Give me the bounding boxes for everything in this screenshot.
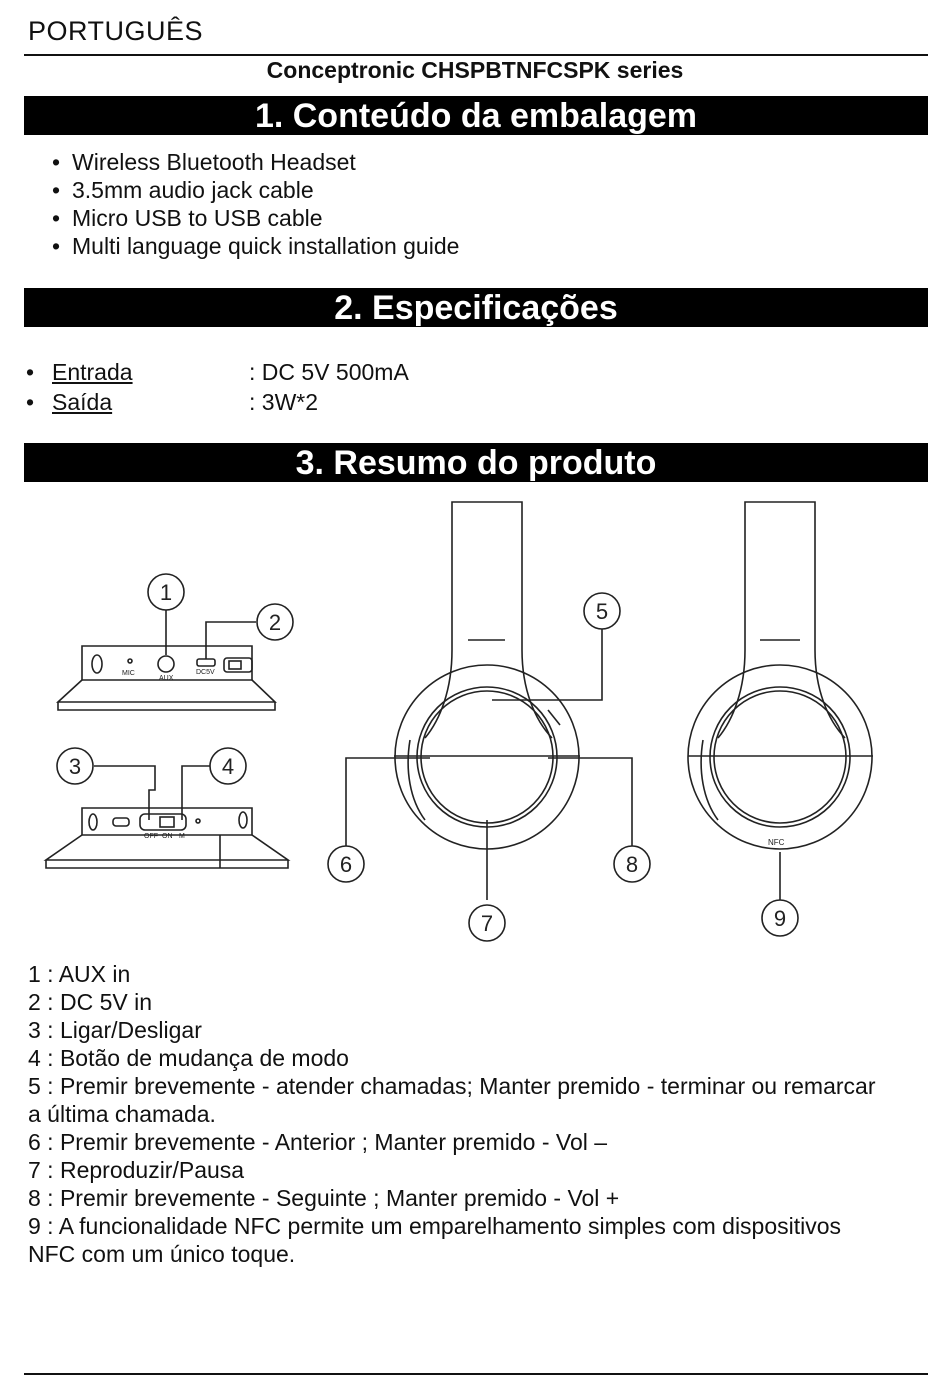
callout-label-9: 9 [773, 906, 787, 931]
bottom-divider [24, 1373, 928, 1375]
list-item: • Wireless Bluetooth Headset [24, 148, 459, 176]
list-item: • 3.5mm audio jack cable [24, 176, 459, 204]
list-item: • Multi language quick installation guide [24, 232, 459, 260]
section-1-title: 1. Conteúdo da embalagem [24, 96, 928, 135]
dc-port-icon [197, 659, 215, 666]
section-3-title: 3. Resumo do produto [24, 443, 928, 482]
spec-row-input [24, 357, 409, 387]
callout-label-7: 7 [480, 911, 494, 936]
legend-line: 7 : Reproduzir/Pausa [28, 1157, 245, 1183]
list-item: • Micro USB to USB cable [24, 204, 459, 232]
legend-line: 1 : AUX in [28, 961, 131, 987]
legend-line: a última chamada. [28, 1101, 216, 1127]
aux-port-icon [158, 656, 174, 672]
legend-line: 9 : A funcionalidade NFC permite um emparelhamento simples com dispositivos [28, 1213, 842, 1239]
legend-line: 5 : Premir brevemente - atender chamadas; Manter premido - terminar ou remarcar [28, 1073, 876, 1099]
dc-label: DC5V [196, 669, 215, 676]
specifications-list [24, 357, 409, 417]
callout-label-1: 1 [159, 580, 173, 605]
headphone-back-view [688, 502, 873, 849]
product-series-title: Conceptronic CHSPBTNFCSPK series [266, 57, 684, 83]
headphone-front-view [394, 502, 580, 849]
spec-value: : 3W*2 [249, 389, 319, 415]
off-label: OFF [144, 833, 158, 840]
legend-line: 6 : Premir brevemente - Anterior ; Manter premido - Vol – [28, 1129, 608, 1155]
callout-label-2: 2 [268, 610, 282, 635]
callout-legend [28, 960, 928, 1268]
legend-line: 8 : Premir brevemente - Seguinte ; Manter premido - Vol + [28, 1185, 620, 1211]
callout-label-8: 8 [625, 852, 639, 877]
legend-line: 2 : DC 5V in [28, 989, 152, 1015]
callout-label-6: 6 [339, 852, 353, 877]
callout-label-3: 3 [68, 754, 82, 779]
top-divider [24, 54, 928, 56]
m-label: M [179, 833, 185, 840]
legend-line: NFC com um único toque. [28, 1241, 296, 1267]
legend-line: 4 : Botão de mudança de modo [28, 1045, 349, 1071]
mic-label: MIC [122, 670, 135, 677]
spec-label: Entrada [52, 359, 133, 385]
spec-label: Saída [52, 389, 113, 415]
package-contents-list [24, 148, 459, 260]
spec-value: : DC 5V 500mA [249, 359, 409, 385]
legend-line: 3 : Ligar/Desligar [28, 1017, 202, 1043]
product-overview-diagram [0, 490, 950, 950]
callout-label-5: 5 [595, 599, 609, 624]
spec-row-output [24, 387, 409, 417]
section-2-title: 2. Especificações [24, 288, 928, 327]
aux-label: AUX [159, 675, 174, 682]
callout-label-4: 4 [221, 754, 235, 779]
on-label: ON [162, 833, 173, 840]
language-heading: PORTUGUÊS [28, 16, 204, 46]
nfc-label: NFC [768, 838, 785, 847]
